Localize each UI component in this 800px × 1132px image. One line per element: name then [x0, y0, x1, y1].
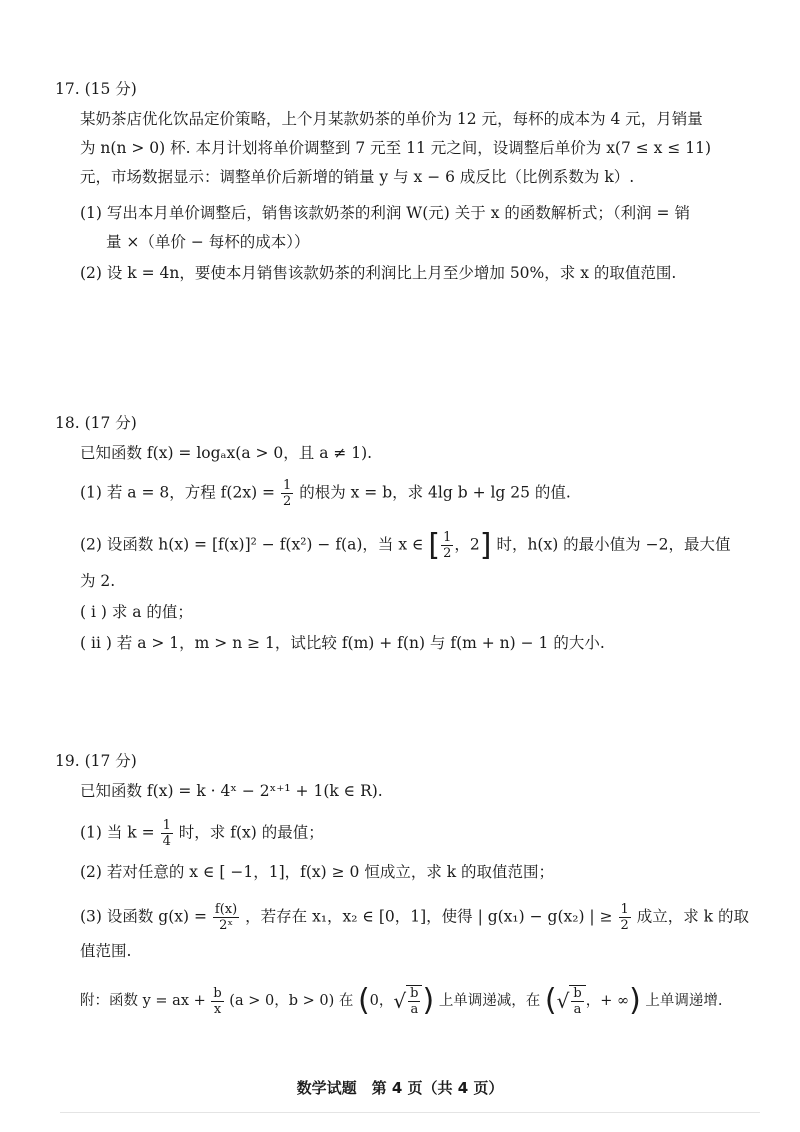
fraction-numerator: b — [213, 985, 222, 1001]
fraction-numerator: 1 — [282, 478, 292, 493]
fraction-denominator: a — [573, 1002, 582, 1017]
left-paren-icon: ( — [357, 983, 370, 1018]
q19-note-mid1: (a > 0，b > 0) 在 — [229, 993, 354, 1009]
fraction-denominator: 2ˣ — [219, 918, 233, 933]
right-paren-icon: ) — [629, 983, 641, 1018]
fraction-numerator: 1 — [443, 530, 452, 545]
q19-note-sqrt-fraction-2 — [571, 986, 583, 1017]
q19-note-pre: 附：函数 y = ax + — [80, 993, 206, 1009]
q18-part1-pre: (1) 若 a = 8，方程 f(2x) = — [80, 483, 276, 502]
left-paren-icon: ( — [544, 983, 557, 1018]
q19-header: 19. (17 分) — [55, 752, 137, 770]
fraction-denominator: a — [410, 1002, 419, 1017]
q19-part1-fraction — [161, 818, 173, 849]
q18-part2-pre: (2) 设函数 h(x) = [f(x)]² − f(x²) − f(a)，当 x ∈ — [80, 535, 424, 554]
q18-part1 — [80, 478, 571, 509]
q18-sub-i: ( ⅰ ) 求 a 的值； — [80, 603, 193, 621]
q19-note-int1: 0， — [369, 993, 394, 1009]
q17-stem-line-2: 为 n(n > 0) 杯. 本月计划将单价调整到 7 元至 11 元之间，设调整后单价为 x(7 ≤ x ≤ 11) — [80, 139, 712, 157]
q17-part1-line-2: 量 ×（单价 − 每杯的成本）） — [106, 233, 310, 251]
fraction-denominator: 2 — [443, 546, 452, 561]
page-footer: 数学试题 第 4 页（共 4 页） — [296, 1079, 504, 1097]
q19-note-mid2: 上单调递减，在 — [438, 993, 541, 1009]
q18-part2-cont: 为 2. — [80, 572, 116, 590]
q19-part3 — [80, 902, 749, 933]
fraction-numerator: f(x) — [214, 902, 238, 917]
q18-part1-fraction — [281, 478, 293, 509]
q19-part1-pre: (1) 当 k = — [80, 823, 155, 842]
q19-part2: (2) 若对任意的 x ∈ [ −1，1]，f(x) ≥ 0 恒成立，求 k 的取值范围； — [80, 863, 555, 881]
q17-stem-line-1: 某奶茶店优化饮品定价策略，上个月某款奶茶的单价为 12 元，每杯的成本为 4 元，月销量 — [80, 110, 703, 128]
q19-part3-pre: (3) 设函数 g(x) = — [80, 907, 207, 926]
q19-note-int2: ，+ ∞ — [585, 993, 630, 1009]
q19-stem: 已知函数 f(x) = k · 4ˣ − 2ˣ⁺¹ + 1(k ∈ R). — [80, 782, 383, 800]
q19-part3-fraction-2 — [619, 902, 631, 933]
sqrt-icon: √ $\frac{b}{a}$ — [557, 985, 586, 1017]
fraction-numerator: b — [573, 986, 582, 1001]
q18-part2-fraction — [441, 530, 453, 561]
q18-part2-tail: 时，h(x) 的最小值为 −2，最大值 — [496, 535, 731, 554]
q17-part2: (2) 设 k = 4n，要使本月销售该款奶茶的利润比上月至少增加 50%，求 x 的取值范围. — [80, 264, 677, 282]
fraction-denominator: 2 — [282, 494, 292, 509]
q17-part1-line-1: (1) 写出本月单价调整后，销售该款奶茶的利润 W(元) 关于 x 的函数解析式；（利润 = 销 — [80, 204, 690, 222]
sqrt-icon: √ $\frac{b}{a}$ — [393, 985, 422, 1017]
q17-stem-line-3: 元，市场数据显示：调整单价后新增的销量 y 与 x − 6 成反比（比例系数为 k）. — [80, 168, 635, 186]
right-bracket-icon: ] — [479, 527, 492, 563]
left-bracket-icon: [ — [428, 527, 441, 563]
fraction-numerator: 1 — [620, 902, 629, 917]
q19-part3-mid: ，若存在 x₁，x₂ ∈ [0，1]，使得 | g(x₁) − g(x₂) | ≥ — [245, 907, 613, 926]
q19-note-post: 上单调递增. — [645, 993, 723, 1009]
fraction-denominator: 4 — [162, 834, 171, 849]
q18-part2-post: ，2 — [454, 535, 480, 554]
q18-part1-post: 的根为 x = b，求 4lg b + lg 25 的值. — [299, 483, 571, 502]
q19-part3-post: 成立，求 k 的取 — [636, 907, 749, 926]
q19-part3-cont: 值范围. — [80, 942, 132, 960]
fraction-denominator: x — [213, 1001, 222, 1017]
q19-part1 — [80, 818, 324, 849]
fraction-numerator: 1 — [162, 818, 171, 833]
q19-note-fraction — [211, 986, 223, 1017]
bottom-divider — [60, 1112, 760, 1113]
fraction-numerator: b — [410, 986, 419, 1001]
fraction-denominator: 2 — [620, 918, 629, 933]
q19-part1-post: 时，求 f(x) 的最值； — [178, 823, 324, 842]
q18-stem: 已知函数 f(x) = logₐx(a > 0，且 a ≠ 1). — [80, 444, 373, 462]
q19-note-sqrt-fraction — [408, 986, 420, 1017]
q19-note — [80, 985, 723, 1017]
q17-header: 17. (15 分) — [55, 80, 137, 98]
right-paren-icon: ) — [422, 983, 435, 1018]
q19-part3-fraction — [213, 902, 239, 933]
q18-sub-ii: ( ⅱ ) 若 a > 1，m > n ≥ 1，试比较 f(m) + f(n) 与 f(m + n) − 1 的大小. — [80, 634, 605, 652]
q18-header: 18. (17 分) — [55, 414, 137, 432]
q18-part2 — [80, 527, 731, 563]
